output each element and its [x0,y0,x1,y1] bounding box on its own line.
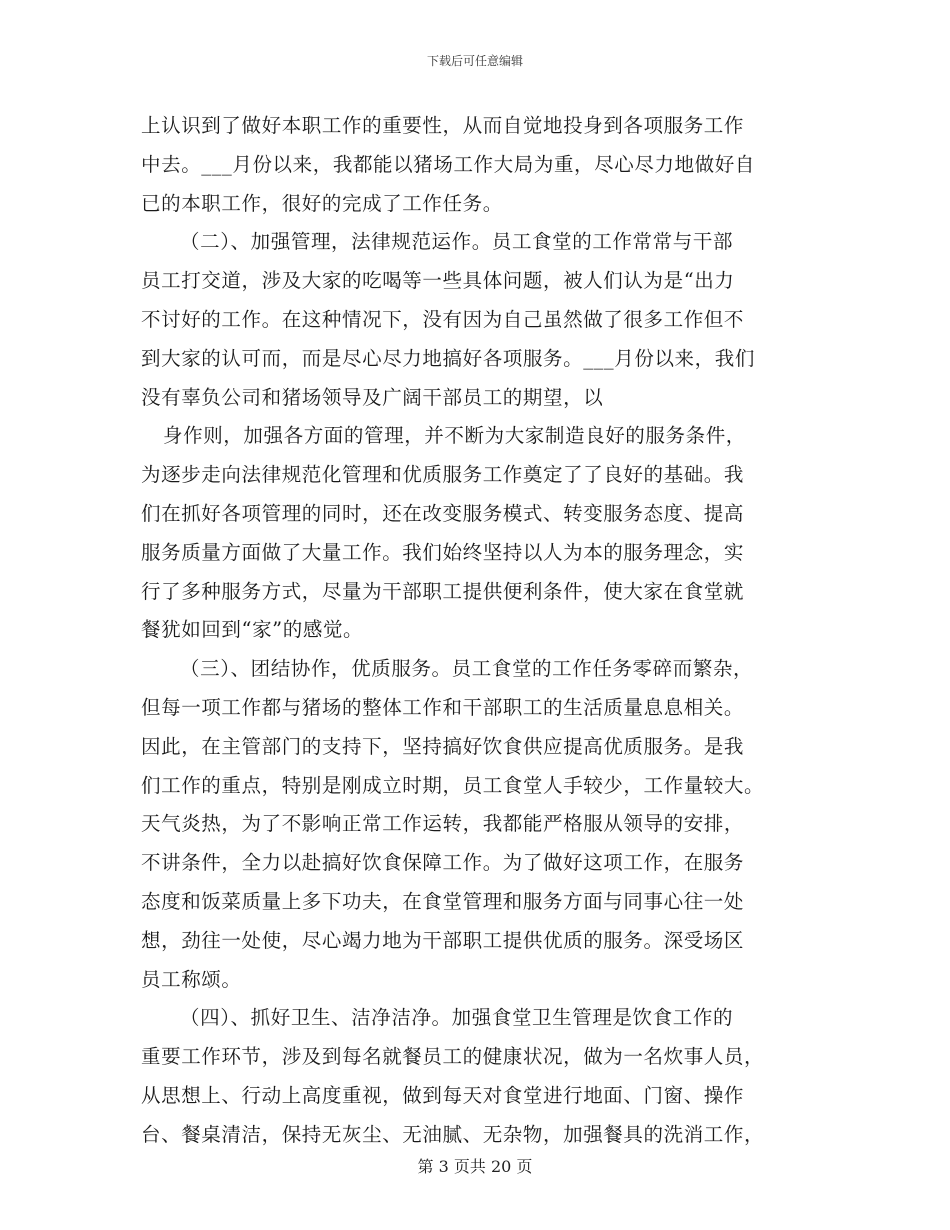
text-line: 行了多种服务方式，尽量为干部职工提供便利条件，使大家在食堂就 [141,579,745,603]
text-line: 从思想上、行动上高度重视，做到每天对食堂进行地面、门窗、操作 [141,1083,745,1107]
text-line: 已的本职工作，很好的完成了工作任务。 [141,191,503,215]
text-line: 不讨好的工作。在这种情况下，没有因为自己虽然做了很多工作但不 [141,307,745,331]
text-line: 身作则，加强各方面的管理，并不断为大家制造良好的服务条件， [163,424,746,448]
text-line: 想，劲往一处使，尽心竭力地为干部职工提供优质的服务。深受场区 [141,928,745,952]
document-body [141,107,813,1155]
page-header: 下载后可任意编辑 [426,54,523,68]
paragraph-start-line: （二）、加强管理，法律规范运作。员工食堂的工作常常与干部 [180,230,734,254]
text-line: 态度和饭菜质量上多下功夫，在食堂管理和服务方面与同事心往一处 [141,889,745,913]
text-line: 员工打交道，涉及大家的吃喝等一些具体问题，被人们认为是“出力 [141,269,735,293]
text-line: 天气炎热，为了不影响正常工作运转，我都能严格服从领导的安排， [141,812,745,836]
text-line: 们在抓好各项管理的同时，还在改变服务模式、转变服务态度、提高 [141,501,745,525]
text-line: 台、餐桌清洁，保持无灰尘、无油腻、无杂物，加强餐具的洗消工作， [141,1122,765,1146]
text-line: 上认识到了做好本职工作的重要性，从而自觉地投身到各项服务工作 [141,114,745,137]
text-line: 们工作的重点，特别是刚成立时期，员工食堂人手较少，工作量较大。 [141,773,765,797]
text-line: 服务质量方面做了大量工作。我们始终坚持以人为本的服务理念，实 [141,540,745,564]
page-footer: 第 3 页共 20 页 [417,1157,533,1176]
text-line: 到大家的认可而，而是尽心尽力地搞好各项服务。___月份以来，我们 [141,346,755,370]
text-line: 因此，在主管部门的支持下，坚持搞好饮食供应提高优质服务。是我 [141,734,745,758]
text-line: 餐犹如回到“家”的感觉。 [141,618,364,642]
text-line: 为逐步走向法律规范化管理和优质服务工作奠定了了良好的基础。我 [141,463,745,487]
text-line: 但每一项工作都与猪场的整体工作和干部职工的生活质量息息相关。 [141,695,745,719]
paragraph-start-line: （三）、团结协作，优质服务。员工食堂的工作任务零碎而繁杂， [180,657,754,681]
paragraph-start-line: （四）、抓好卫生、洁净洁净。加强食堂卫生管理是饮食工作的 [180,1006,734,1030]
text-line: 重要工作环节，涉及到每名就餐员工的健康状况，做为一名炊事人员， [141,1045,765,1069]
text-line: 不讲条件，全力以赴搞好饮食保障工作。为了做好这项工作，在服务 [141,851,745,875]
text-line: 没有辜负公司和猪场领导及广阔干部员工的期望，以 [141,385,604,409]
text-line: 员工称颂。 [141,967,242,991]
text-line: 中去。___月份以来，我都能以猪场工作大局为重，尽心尽力地做好自 [141,152,755,176]
